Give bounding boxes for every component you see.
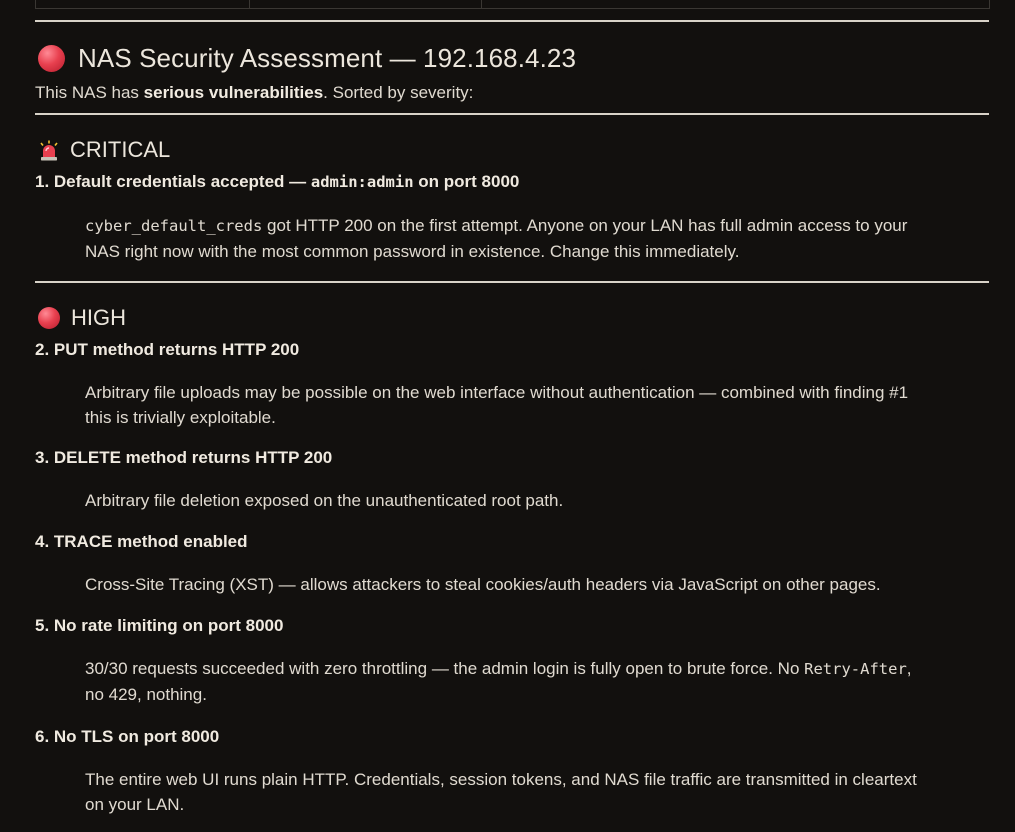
- finding-description: [85, 213, 935, 264]
- inline-code: cyber_default_creds: [85, 217, 263, 235]
- red-circle-icon: [38, 45, 65, 72]
- finding-title-text: on port 8000: [413, 172, 520, 191]
- finding-title-text: 1. Default credentials accepted —: [35, 172, 311, 191]
- section-heading-critical: [38, 134, 170, 166]
- finding-title: 3. DELETE method returns HTTP 200: [35, 448, 333, 467]
- finding-title: 6. No TLS on port 8000: [35, 727, 220, 746]
- finding-description-text: , no 429, nothing.: [85, 659, 912, 704]
- intro-text: [35, 81, 473, 106]
- finding-description: The entire web UI runs plain HTTP. Credentials, session tokens, and NAS file traffic are transmitted in cleartext on your LAN.: [85, 770, 917, 814]
- finding-description: Cross-Site Tracing (XST) — allows attackers to steal cookies/auth headers via JavaScript on other pages.: [85, 575, 881, 594]
- finding-description: Arbitrary file deletion exposed on the unauthenticated root path.: [85, 491, 564, 510]
- section-heading-high: [38, 302, 126, 334]
- finding-title: [35, 170, 519, 195]
- inline-code: admin:admin: [310, 173, 414, 191]
- table-cell: [36, 0, 250, 8]
- section-label: CRITICAL: [70, 137, 171, 162]
- intro-prefix: This NAS has: [35, 83, 144, 102]
- finding-title: 5. No rate limiting on port 8000: [35, 616, 284, 635]
- section-label: HIGH: [71, 305, 126, 330]
- finding-description: Arbitrary file uploads may be possible on the web interface without authentication — combined with finding #1 this is trivially exploitable.: [85, 383, 909, 427]
- finding-title: 2. PUT method returns HTTP 200: [35, 340, 300, 359]
- page-title-text: NAS Security Assessment — 192.168.4.23: [78, 43, 577, 73]
- finding-title: 4. TRACE method enabled: [35, 532, 248, 551]
- divider: [35, 20, 989, 22]
- intro-suffix: . Sorted by severity:: [323, 83, 474, 102]
- table-bottom-edge: [35, 0, 990, 9]
- finding-description: [85, 656, 935, 707]
- table-cell: [250, 0, 482, 8]
- finding-description-text: got HTTP 200 on the first attempt. Anyone on your LAN has full admin access to your NAS right now with the most common password in existence. Change this immediately.: [85, 216, 908, 261]
- finding-description-text: 30/30 requests succeeded with zero throttling — the admin login is fully open to brute force. No: [85, 659, 805, 678]
- page-title: [38, 40, 576, 78]
- inline-code: Retry-After: [804, 660, 907, 678]
- intro-emphasis: serious vulnerabilities: [143, 83, 324, 102]
- siren-icon: [38, 139, 60, 161]
- divider: [35, 113, 989, 115]
- table-cell: [482, 0, 989, 8]
- red-circle-icon: [38, 307, 60, 329]
- divider: [35, 281, 989, 283]
